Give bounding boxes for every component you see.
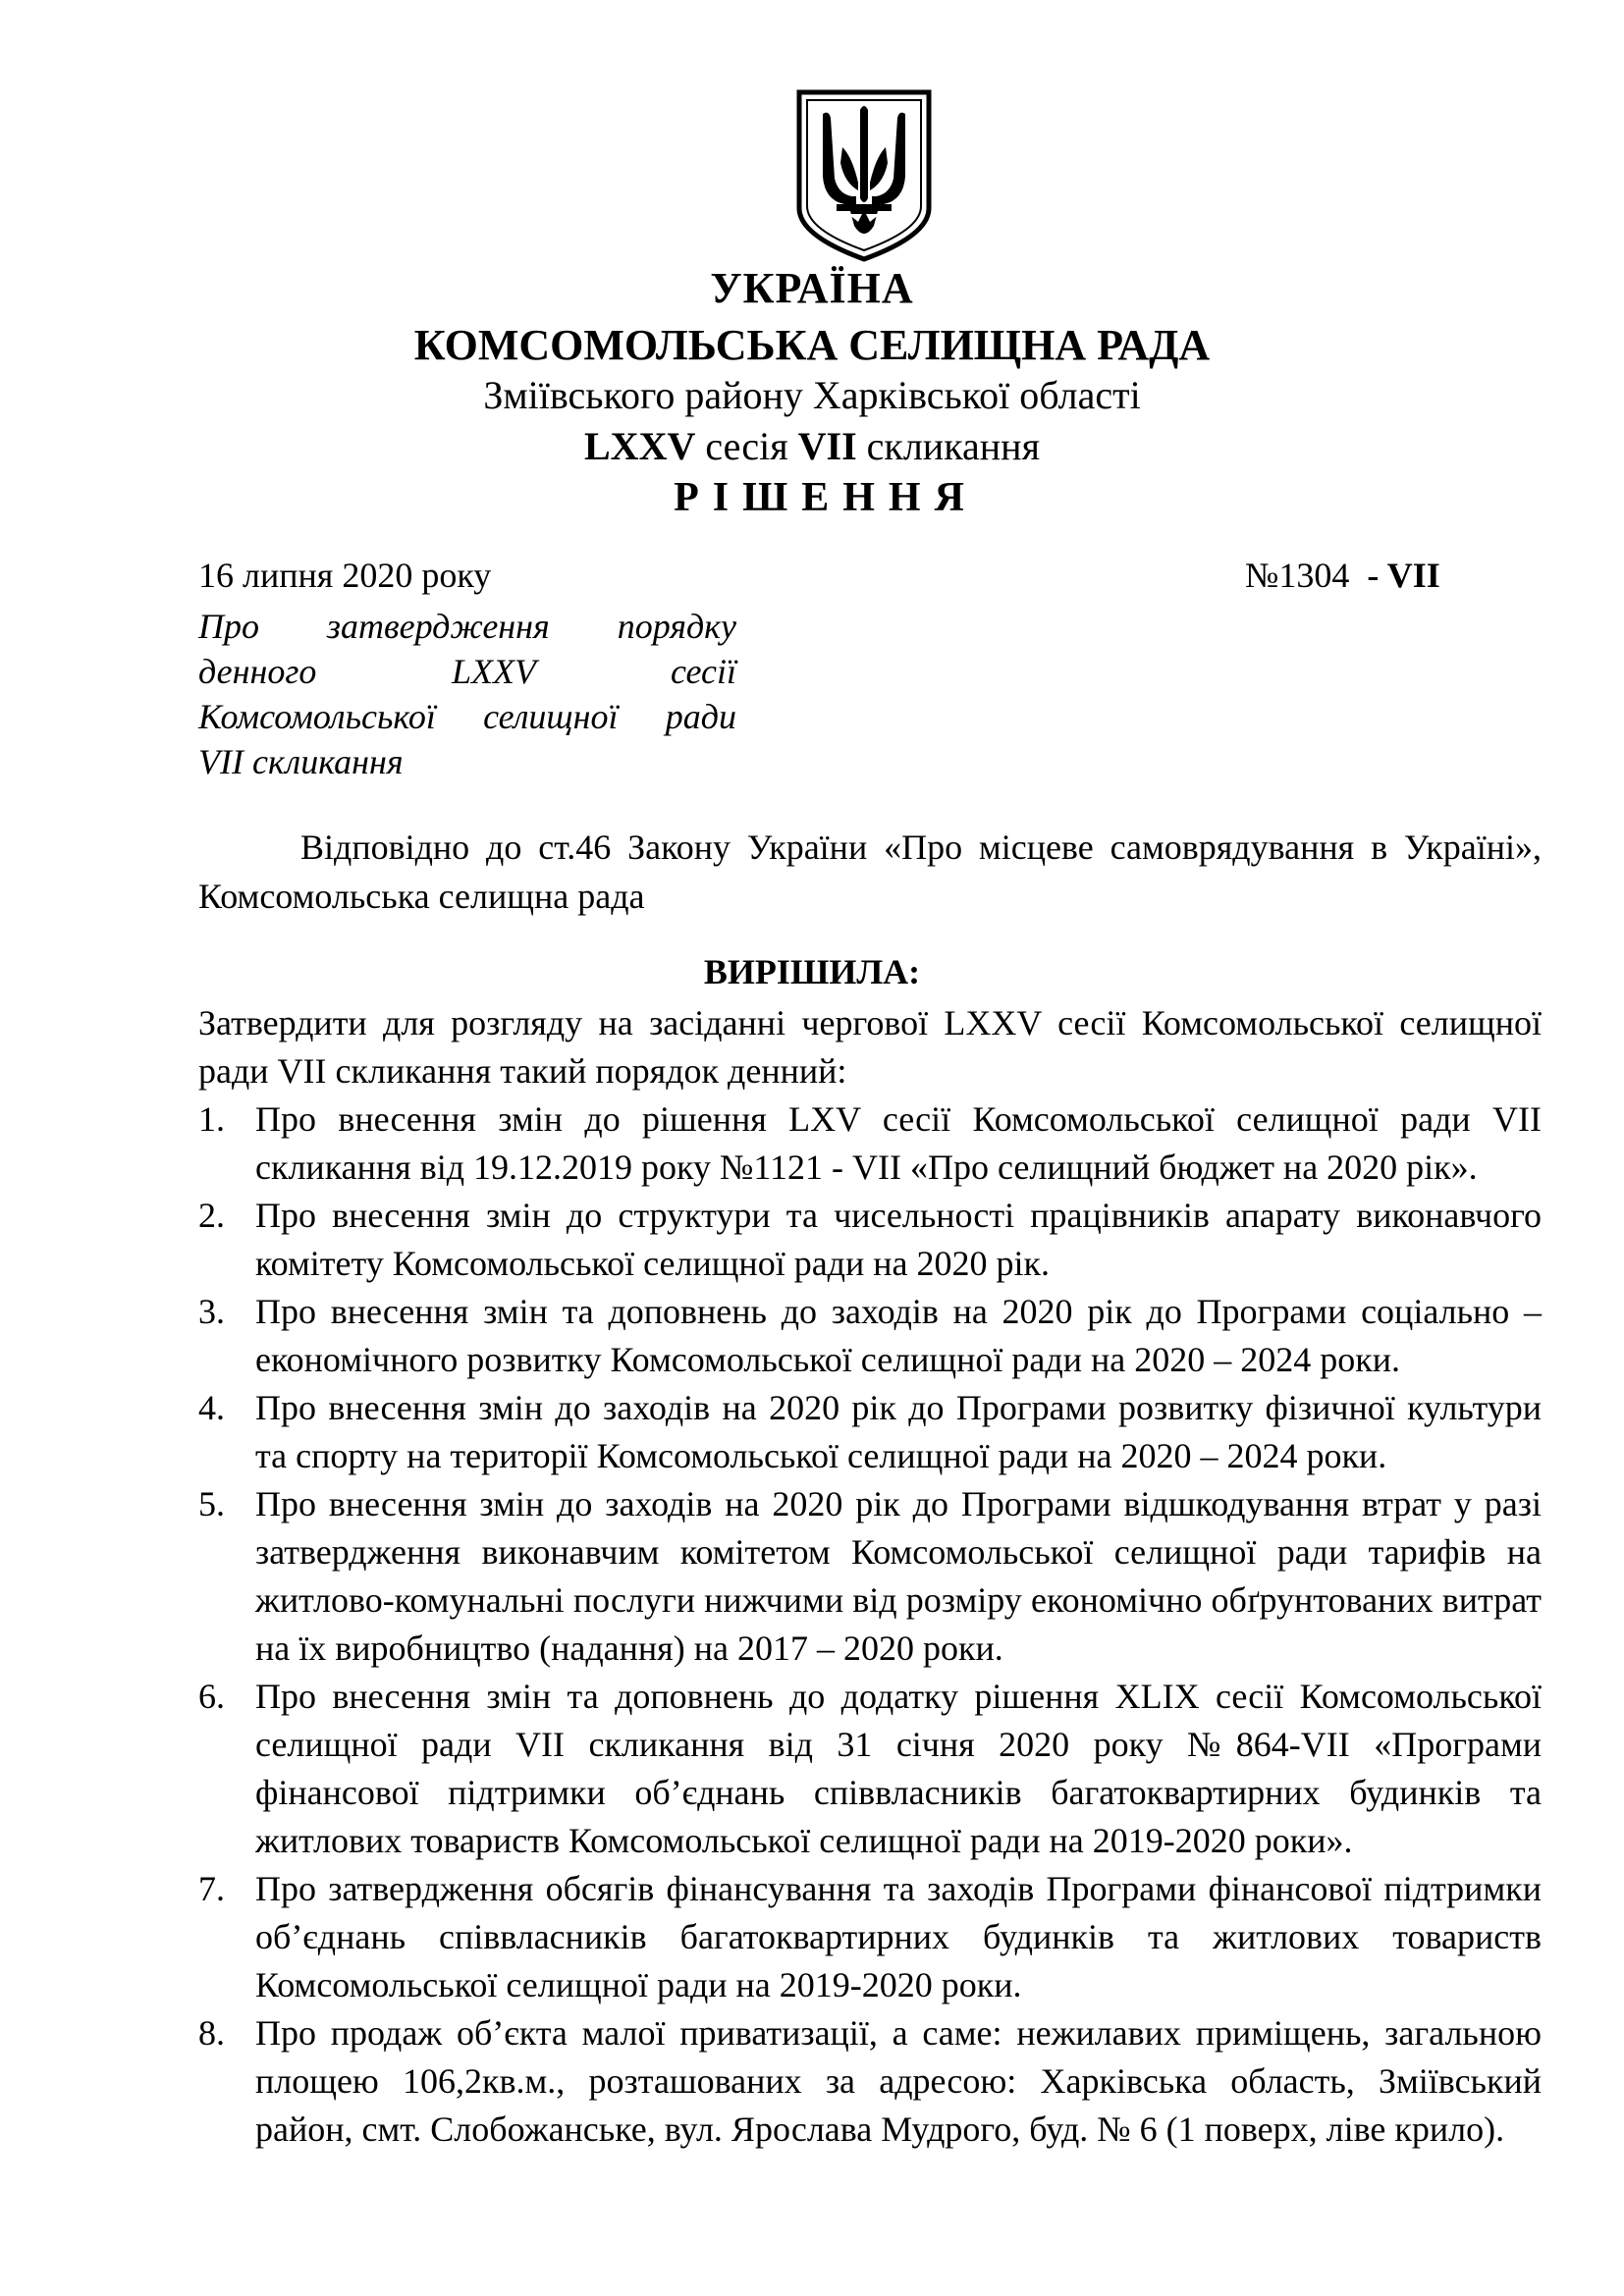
session-number: LXXV	[584, 424, 696, 468]
agenda-item-number: 4.	[198, 1388, 225, 1427]
agenda-item	[198, 1384, 1542, 1480]
country-title: УКРАЇНА	[710, 264, 914, 312]
agenda-item	[198, 1865, 1542, 2009]
intro-paragraph: Затвердити для розгляду на засіданні чергової LXXV сесії Комсомольської селищної ради VII скликання такий порядок денний:	[198, 1003, 1542, 1091]
subject-line: денного LXXV сесії	[198, 652, 736, 691]
subject-line: VII скликання	[198, 742, 404, 781]
agenda-item-text: Про внесення змін до заходів на 2020 рік до Програми відшкодування втрат у разі затвердження виконавчим комітетом Комсомольської селищної ради тарифів на житлово-комунальні послуги нижчими від розміру економічно обґрунтованих витрат на їх виробництво (надання) на 2017 – 2020 роки.	[255, 1484, 1542, 1668]
agenda-item	[198, 1480, 1542, 1673]
decision-number-suffix: - VII	[1367, 556, 1440, 595]
agenda-item-text: Про внесення змін та доповнень до заходів на 2020 рік до Програми соціально – економічного розвитку Комсомольської селищної ради на 2020 – 2024 роки.	[255, 1292, 1542, 1379]
agenda-item	[198, 1192, 1542, 1288]
agenda-item-number: 5.	[198, 1484, 225, 1523]
agenda-item-number: 3.	[198, 1292, 225, 1331]
convocation-word: скликання	[856, 424, 1040, 468]
agenda-item	[198, 2009, 1542, 2154]
agenda-item-text: Про внесення змін та доповнень до додатку рішення XLIX сесії Комсомольської селищної ради VII скликання від 31 січня 2020 року №864-VII «Програми фінансової підтримки об’єднань співвласників багатоквартирних будинків та житлових товариств Комсомольської селищної ради на 2019-2020 роки».	[255, 1677, 1542, 1860]
agenda-item-number: 8.	[198, 2013, 225, 2053]
agenda-item-text: Про внесення змін до заходів на 2020 рік до Програми розвитку фізичної культури та спорту на території Комсомольської селищної ради на 2020 – 2024 роки.	[255, 1388, 1542, 1475]
session-word: сесія	[695, 424, 798, 468]
convocation-number: VII	[797, 424, 857, 468]
agenda-item-number: 2.	[198, 1196, 225, 1235]
agenda-item-number: 1.	[198, 1099, 225, 1139]
preamble-paragraph: Відповідно до ст.46 Закону України «Про місцеве самоврядування в Україні», Комсомольська селищна рада	[198, 828, 1542, 916]
agenda-item-text: Про затвердження обсягів фінансування та заходів Програми фінансової підтримки об’єднань співвласників багатоквартирних будинків та житлових товариств Комсомольської селищної ради на 2019-2020 роки.	[255, 1869, 1542, 2004]
agenda-item-number: 6.	[198, 1677, 225, 1716]
session-line	[0, 424, 1624, 468]
agenda-item-text: Про внесення змін до структури та чисельності працівників апарату виконавчого комітету Комсомольської селищної ради на 2020 рік.	[255, 1196, 1542, 1283]
subject-line: Комсомольської селищної ради	[198, 697, 736, 736]
agenda-item-text: Про внесення змін до рішення LXV сесії Комсомольської селищної ради VII скликання від 19.12.2019 року №1121 - VII «Про селищний бюджет на 2020 рік».	[255, 1099, 1542, 1187]
decision-date: 16 липня 2020 року	[198, 556, 492, 595]
decision-number	[1245, 558, 1440, 593]
agenda-item	[198, 1673, 1542, 1865]
agenda-item-text: Про продаж об’єкта малої приватизації, а саме: нежилавих приміщень, загальною площею 106,2кв.м., розташованих за адресою: Харківська область, Зміївський район, смт. Слобожанське, вул. Ярослава Мудрого, буд. № 6 (1 поверх, ліве крило).	[255, 2013, 1542, 2149]
tryzub-coat-of-arms-icon	[793, 88, 935, 263]
agenda-item	[198, 1288, 1542, 1384]
council-title: КОМСОМОЛЬСЬКА СЕЛИЩНА РАДА	[413, 321, 1211, 369]
agenda-item-number: 7.	[198, 1869, 225, 1908]
subject-line: Про затвердження порядку	[198, 607, 736, 646]
agenda-list	[198, 1095, 1542, 2154]
district-line: Зміївського району Харківської області	[483, 373, 1141, 417]
resolved-heading: ВИРІШИЛА:	[703, 952, 921, 991]
decision-number-prefix: №1304	[1245, 556, 1368, 595]
decision-subject	[198, 604, 736, 784]
agenda-item	[198, 1095, 1542, 1192]
decision-title: РІШЕННЯ	[674, 475, 978, 520]
